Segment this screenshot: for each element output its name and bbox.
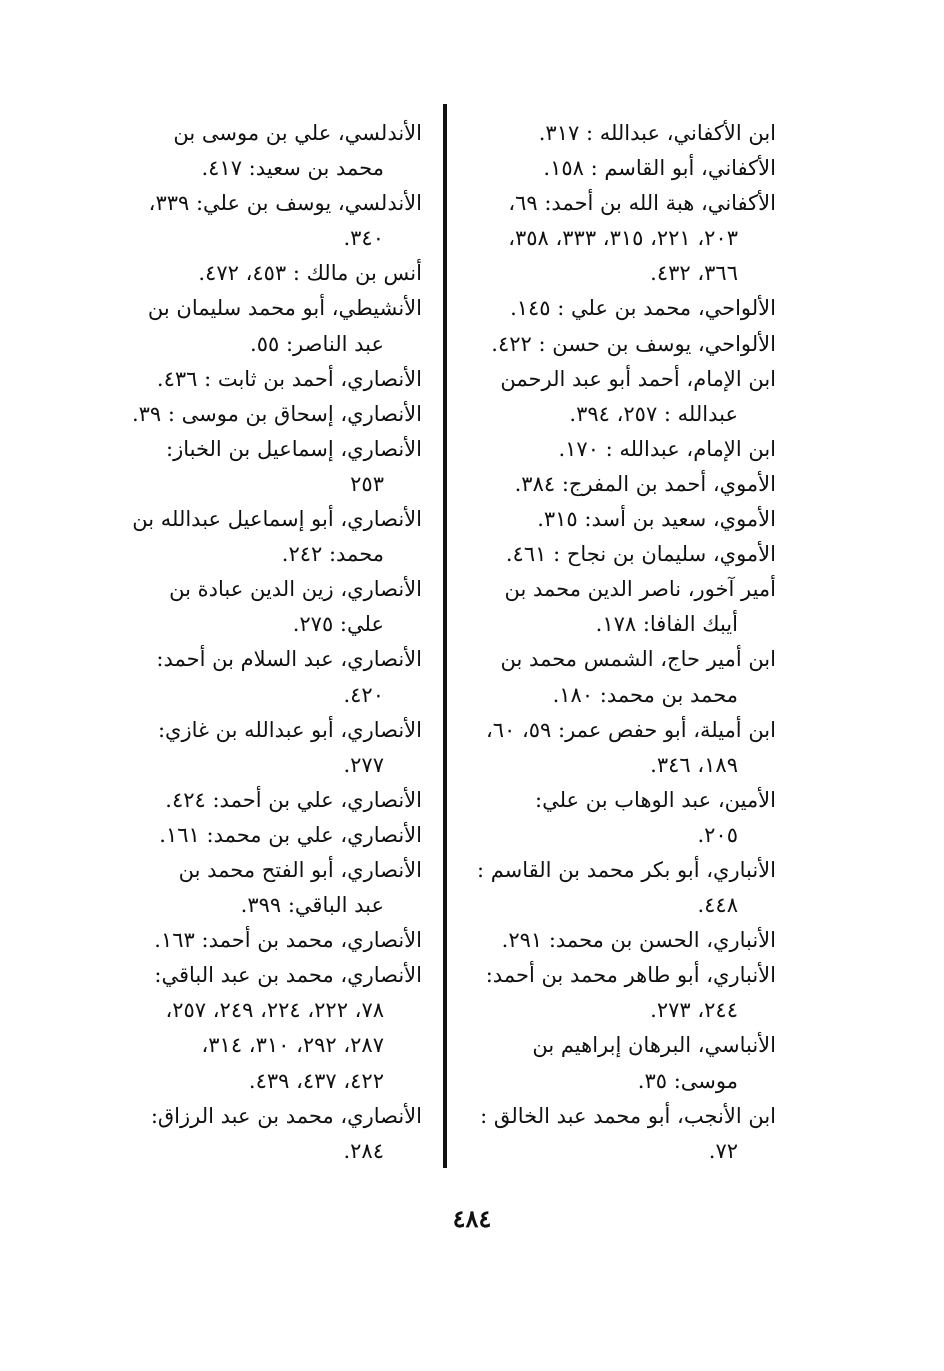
entry-continuation: ٧٢. [708, 1138, 738, 1163]
entry-continuation: محمد: ٢٤٢. [281, 542, 384, 567]
entry-heading: الأنصاري، إسماعيل بن الخباز: [166, 436, 422, 461]
entry-continuation: علي: ٢٧٥. [292, 612, 384, 637]
index-entry [118, 923, 422, 958]
entry-heading: ابن أميلة، أبو حفص عمر: ٥٩، ٦٠، [485, 717, 776, 742]
index-entry [118, 1099, 422, 1169]
index-entry [472, 151, 776, 186]
index-entry [472, 783, 776, 853]
entry-continuation: عبدالله : ٢٥٧، ٣٩٤. [569, 401, 738, 426]
entry-heading: الأنصاري، محمد بن أحمد: ١٦٣. [154, 928, 422, 953]
entry-heading: الأنصاري، إسحاق بن موسى : ٣٩. [131, 401, 422, 426]
entry-heading: الأموي، سعيد بن أسد: ٣١٥. [537, 507, 776, 532]
entry-heading: الأموي، أحمد بن المفرج: ٣٨٤. [514, 471, 776, 496]
entry-heading: الأنصاري، أبو عبدالله بن غازي: [157, 717, 422, 742]
entry-continuation: ١٨٩، ٣٤٦. [650, 752, 738, 777]
entry-heading: الأنصاري، زين الدين عبادة بن [169, 577, 422, 602]
entry-heading: الأنباسي، البرهان إبراهيم بن [532, 1033, 776, 1058]
index-entry [472, 291, 776, 326]
entry-continuation: ٢٠٥. [697, 822, 738, 847]
entry-heading: ابن الأكفاني، عبدالله : ٣١٧. [538, 121, 776, 145]
entry-continuation: ٧٨، ٢٢٢، ٢٢٤، ٢٤٩، ٢٥٧، [165, 998, 384, 1023]
index-entry [118, 713, 422, 783]
entry-heading: الأنصاري، محمد بن عبد الرزاق: [150, 1103, 422, 1128]
index-entry [118, 362, 422, 397]
entry-heading: الأنباري، أبو طاهر محمد بن أحمد: [485, 963, 776, 988]
index-entry [472, 572, 776, 642]
entry-heading: الأموي، سليمان بن نجاح : ٤٦١. [505, 542, 776, 567]
entry-continuation: ٢٥٣ [350, 471, 384, 496]
entry-heading: ابن الإمام، أحمد أبو عبد الرحمن [500, 366, 776, 391]
entry-continuation: ٢٨٤. [343, 1138, 384, 1163]
index-entry [118, 642, 422, 712]
entry-continuation: محمد بن محمد: ١٨٠. [552, 682, 738, 707]
index-entry [118, 432, 422, 502]
entry-heading: أمير آخور، ناصر الدين محمد بن [504, 577, 776, 602]
entry-continuation: موسى: ٣٥. [637, 1068, 738, 1093]
index-entry [472, 537, 776, 572]
entry-continuation: أيبك الفافا: ١٧٨. [595, 612, 738, 637]
entry-continuation: ٢٠٣، ٢٢١، ٣١٥، ٣٣٣، ٣٥٨، [508, 226, 738, 251]
index-entry [118, 818, 422, 853]
page-number: ٤٨٤ [452, 1204, 492, 1233]
entry-continuation: ٤٤٨. [697, 893, 738, 918]
index-entry [472, 432, 776, 467]
entry-heading: الأندلسي، يوسف بن علي: ٣٣٩، [148, 191, 422, 216]
entry-heading: أنس بن مالك : ٤٥٣، ٤٧٢. [198, 261, 422, 286]
entry-continuation: عبد الناصر: ٥٥. [250, 331, 384, 356]
entry-continuation: ٤٢٠. [343, 682, 384, 707]
entry-heading: الأكفاني، أبو القاسم : ١٥٨. [543, 156, 776, 181]
entry-continuation: ٢٨٧، ٢٩٢، ٣١٠، ٣١٤، [201, 1033, 384, 1058]
entry-heading: الأنشيطي، أبو محمد سليمان بن [147, 296, 422, 321]
entry-heading: ابن الأنجب، أبو محمد عبد الخالق : [480, 1103, 776, 1128]
index-entry [472, 1099, 776, 1169]
index-entry [118, 502, 422, 572]
entry-heading: الأكفاني، هبة الله بن أحمد: ٦٩، [508, 191, 776, 216]
index-entry [472, 362, 776, 432]
left-index-column [118, 116, 422, 1169]
index-entry [472, 713, 776, 783]
entry-continuation: ٢٧٧. [343, 752, 384, 777]
entry-heading: الأنصاري، محمد بن عبد الباقي: [154, 963, 422, 988]
entry-continuation: ٤٢٢، ٤٣٧، ٤٣٩. [248, 1068, 384, 1093]
entry-heading: الأنصاري، علي بن محمد: ١٦١. [159, 822, 422, 847]
index-entry [118, 291, 422, 361]
index-entry [472, 327, 776, 362]
index-entry [118, 572, 422, 642]
entry-heading: الأنصاري، علي بن أحمد: ٤٢٤. [165, 787, 422, 812]
entry-heading: الأمين، عبد الوهاب بن علي: [535, 787, 776, 812]
entry-continuation: محمد بن سعيد: ٤١٧. [201, 156, 384, 181]
entry-heading: الأنصاري، أحمد بن ثابت : ٤٣٦. [156, 366, 422, 391]
entry-heading: الألواحي، محمد بن علي : ١٤٥. [510, 296, 776, 321]
index-entry [118, 783, 422, 818]
entry-heading: ابن الإمام، عبدالله : ١٧٠. [558, 436, 776, 461]
index-entry [472, 467, 776, 502]
index-entry [118, 958, 422, 1098]
index-entry [472, 853, 776, 923]
index-entry [472, 186, 776, 291]
entry-heading: الألواحي، يوسف بن حسن : ٤٢٢. [491, 331, 776, 356]
entry-continuation: ٣٤٠. [343, 226, 384, 251]
index-entry [472, 923, 776, 958]
index-entry [472, 1028, 776, 1098]
entry-heading: الأنصاري، أبو الفتح محمد بن [178, 857, 422, 882]
index-entry [472, 642, 776, 712]
entry-heading: الأندلسي، علي بن موسى بن [173, 121, 422, 145]
index-entry [118, 186, 422, 256]
entry-heading: الأنصاري، عبد السلام بن أحمد: [156, 647, 422, 672]
entry-continuation: عبد الباقي: ٣٩٩. [240, 893, 384, 918]
entry-heading: الأنباري، الحسن بن محمد: ٢٩١. [501, 928, 776, 953]
index-entry [472, 958, 776, 1028]
entry-continuation: ٢٤٤، ٢٧٣. [650, 998, 738, 1023]
index-entry [118, 397, 422, 432]
index-entry [118, 853, 422, 923]
index-entry [472, 502, 776, 537]
column-divider [443, 104, 447, 1168]
index-entry [472, 116, 776, 151]
index-entry [118, 116, 422, 186]
entry-heading: ابن أمير حاج، الشمس محمد بن [500, 647, 776, 672]
entry-heading: الأنصاري، أبو إسماعيل عبدالله بن [132, 507, 422, 532]
entry-continuation: ٣٦٦، ٤٣٢. [650, 261, 738, 286]
index-entry [118, 256, 422, 291]
right-index-column [472, 116, 776, 1169]
entry-heading: الأنباري، أبو بكر محمد بن القاسم : [476, 857, 776, 882]
